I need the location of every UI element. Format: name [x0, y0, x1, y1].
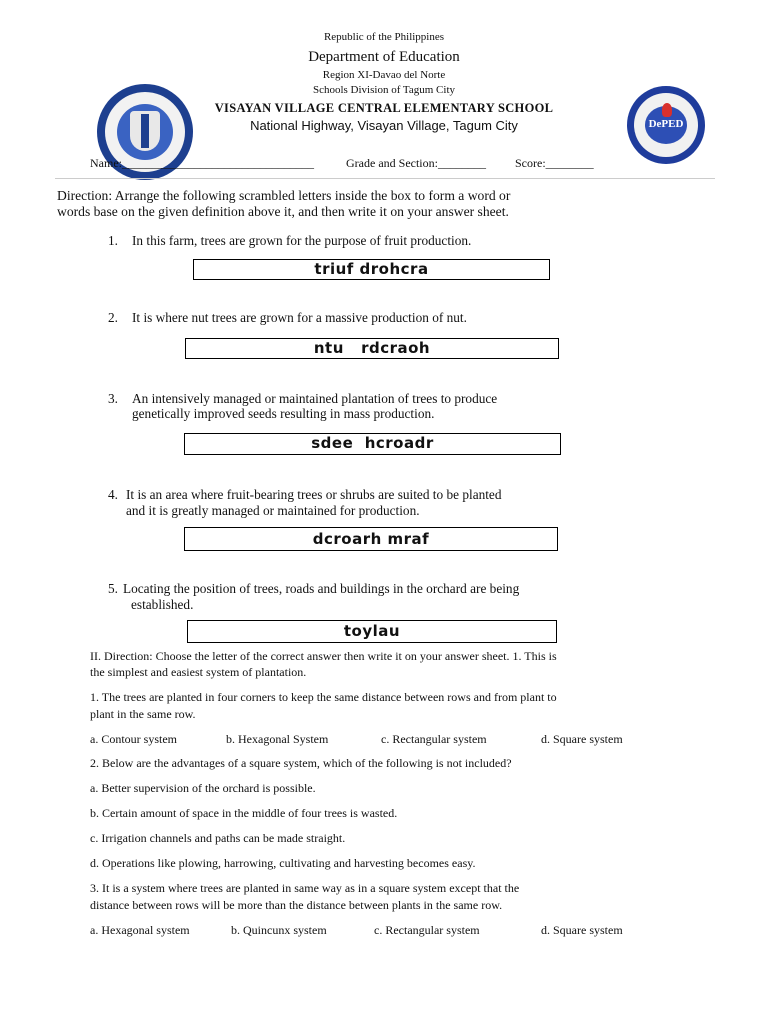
part1-direction-line2: words base on the given definition above it, and then write it on your answer sheet.: [57, 204, 509, 219]
item-5-definition-line2: established.: [131, 597, 194, 612]
department-title: Department of Education: [308, 49, 460, 65]
q1-line1: 1. The trees are planted in four corners to keep the same distance between rows and from plant to: [90, 690, 557, 704]
name-field: Name:________________________________: [90, 156, 314, 170]
q2-stem: 2. Below are the advantages of a square system, which of the following is not included?: [90, 756, 512, 770]
division-line: Schools Division of Tagum City: [312, 84, 456, 96]
q2-option-a: a. Better supervision of the orchard is possible.: [90, 781, 316, 795]
item-4-number: 4.: [108, 487, 118, 502]
q2-option-d: d. Operations like plowing, harrowing, cultivating and harvesting becomes easy.: [90, 856, 476, 870]
q1-option-b: b. Hexagonal System: [226, 732, 329, 746]
item-3-scrambled-box: sdee hcroadr: [184, 433, 561, 455]
item-3-definition-line2: genetically improved seeds resulting in mass production.: [132, 406, 435, 421]
q2-option-b: b. Certain amount of space in the middle of four trees is wasted.: [90, 806, 398, 820]
item-3-number: 3.: [108, 391, 118, 406]
school-name: VISAYAN VILLAGE CENTRAL ELEMENTARY SCHOOL: [214, 101, 554, 115]
q3-option-d: d. Square system: [541, 923, 623, 937]
part1-direction-line1: Direction: Arrange the following scrambled letters inside the box to form a word or: [57, 188, 511, 203]
item-5-scrambled-box: toylau: [187, 620, 557, 643]
q1-line2: plant in the same row.: [90, 707, 196, 721]
item-4-definition-line1: It is an area where fruit-bearing trees or shrubs are suited to be planted: [126, 487, 502, 502]
part2-direction-line1: II. Direction: Choose the letter of the correct answer then write it on your answer sheet. 1. This is: [90, 649, 557, 663]
item-5-number: 5.: [108, 581, 118, 596]
item-3-definition-line1: An intensively managed or maintained plantation of trees to produce: [132, 391, 498, 406]
item-2-number: 2.: [108, 310, 118, 325]
q1-option-c: c. Rectangular system: [381, 732, 487, 746]
item-4-definition-line2: and it is greatly managed or maintained for production.: [126, 503, 420, 518]
item-5-definition-line1: Locating the position of trees, roads and buildings in the orchard are being: [123, 581, 520, 596]
school-address: National Highway, Visayan Village, Tagum City: [250, 118, 518, 133]
deped-school-logo-icon: DePED: [627, 86, 705, 164]
grade-section-field: Grade and Section:________: [346, 156, 486, 170]
item-1-number: 1.: [108, 233, 118, 248]
item-2-definition: It is where nut trees are grown for a massive production of nut.: [132, 310, 467, 325]
part2-direction-line2: the simplest and easiest system of plantation.: [90, 665, 307, 679]
q1-option-d: d. Square system: [541, 732, 623, 746]
item-4-scrambled-box: dcroarh mraf: [184, 527, 558, 551]
q3-option-a: a. Hexagonal system: [90, 923, 190, 937]
q1-option-a: a. Contour system: [90, 732, 177, 746]
item-2-scrambled-box: ntu rdcraoh: [185, 338, 559, 359]
republic-line: Republic of the Philippines: [323, 31, 445, 43]
q3-line2: distance between rows will be more than the distance between plants in the same row.: [90, 898, 503, 912]
item-1-definition: In this farm, trees are grown for the purpose of fruit production.: [132, 233, 472, 248]
item-1-scrambled-box: triuf drohcra: [193, 259, 550, 280]
q3-option-b: b. Quincunx system: [231, 923, 327, 937]
score-field: Score:________: [515, 156, 594, 170]
q3-option-c: c. Rectangular system: [374, 923, 480, 937]
region-line: Region XI-Davao del Norte: [322, 69, 446, 81]
header-divider: [55, 178, 715, 179]
q3-line1: 3. It is a system where trees are planted in same way as in a square system except that the: [90, 881, 520, 895]
q2-option-c: c. Irrigation channels and paths can be made straight.: [90, 831, 346, 845]
